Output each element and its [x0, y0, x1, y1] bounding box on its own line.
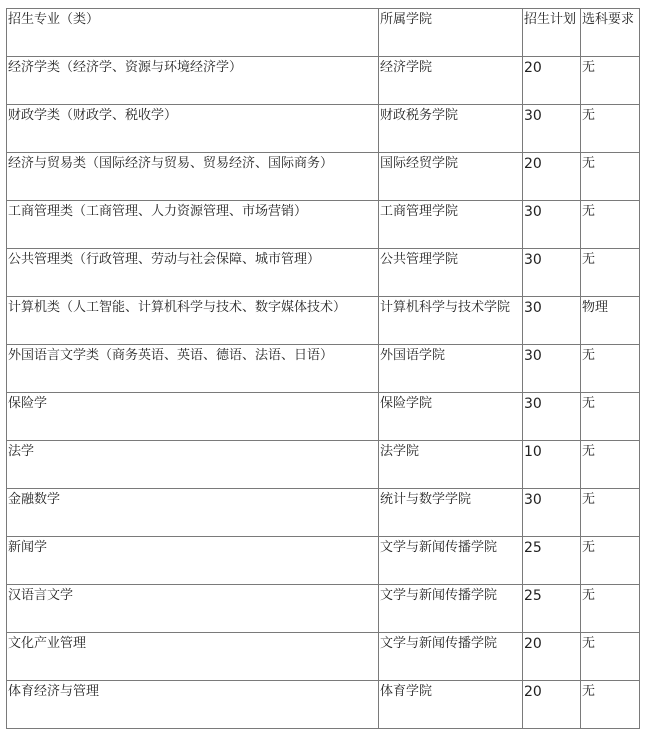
table-row	[7, 345, 640, 393]
cell-college: 外国语学院	[379, 345, 523, 393]
cell-requirement: 无	[581, 201, 640, 249]
cell-plan: 20	[523, 57, 581, 105]
cell-requirement: 无	[581, 105, 640, 153]
cell-college: 国际经贸学院	[379, 153, 523, 201]
cell-plan: 30	[523, 345, 581, 393]
cell-requirement: 物理	[581, 297, 640, 345]
cell-college: 公共管理学院	[379, 249, 523, 297]
table-row	[7, 105, 640, 153]
table-row	[7, 249, 640, 297]
cell-major: 文化产业管理	[7, 633, 379, 681]
cell-plan: 30	[523, 201, 581, 249]
cell-major: 财政学类（财政学、税收学）	[7, 105, 379, 153]
cell-major: 法学	[7, 441, 379, 489]
cell-college: 工商管理学院	[379, 201, 523, 249]
cell-major: 计算机类（人工智能、计算机科学与技术、数字媒体技术）	[7, 297, 379, 345]
table-header-row	[7, 9, 640, 57]
table-row	[7, 201, 640, 249]
cell-plan: 20	[523, 153, 581, 201]
cell-plan: 10	[523, 441, 581, 489]
cell-college: 财政税务学院	[379, 105, 523, 153]
cell-plan: 20	[523, 681, 581, 729]
cell-plan: 25	[523, 585, 581, 633]
cell-major: 经济学类（经济学、资源与环境经济学）	[7, 57, 379, 105]
cell-college: 文学与新闻传播学院	[379, 537, 523, 585]
cell-plan: 25	[523, 537, 581, 585]
cell-major: 金融数学	[7, 489, 379, 537]
cell-requirement: 无	[581, 393, 640, 441]
cell-requirement: 无	[581, 633, 640, 681]
cell-college: 统计与数学学院	[379, 489, 523, 537]
table-row	[7, 297, 640, 345]
cell-college: 计算机科学与技术学院	[379, 297, 523, 345]
admission-plan-table	[6, 8, 640, 729]
cell-plan: 30	[523, 105, 581, 153]
cell-major: 外国语言文学类（商务英语、英语、德语、法语、日语）	[7, 345, 379, 393]
cell-major: 体育经济与管理	[7, 681, 379, 729]
cell-requirement: 无	[581, 441, 640, 489]
header-plan: 招生计划	[523, 9, 581, 57]
cell-requirement: 无	[581, 249, 640, 297]
cell-plan: 30	[523, 489, 581, 537]
cell-college: 保险学院	[379, 393, 523, 441]
table-row	[7, 441, 640, 489]
table-row	[7, 489, 640, 537]
header-requirement: 选科要求	[581, 9, 640, 57]
cell-requirement: 无	[581, 153, 640, 201]
table-row	[7, 633, 640, 681]
table-row	[7, 681, 640, 729]
cell-requirement: 无	[581, 537, 640, 585]
cell-college: 法学院	[379, 441, 523, 489]
cell-major: 公共管理类（行政管理、劳动与社会保障、城市管理）	[7, 249, 379, 297]
cell-plan: 30	[523, 249, 581, 297]
table-row	[7, 153, 640, 201]
cell-major: 经济与贸易类（国际经济与贸易、贸易经济、国际商务）	[7, 153, 379, 201]
cell-major: 汉语言文学	[7, 585, 379, 633]
cell-major: 保险学	[7, 393, 379, 441]
header-college: 所属学院	[379, 9, 523, 57]
cell-requirement: 无	[581, 57, 640, 105]
cell-major: 工商管理类（工商管理、人力资源管理、市场营销）	[7, 201, 379, 249]
table-row	[7, 585, 640, 633]
cell-requirement: 无	[581, 681, 640, 729]
cell-requirement: 无	[581, 345, 640, 393]
cell-plan: 20	[523, 633, 581, 681]
header-major: 招生专业（类）	[7, 9, 379, 57]
cell-plan: 30	[523, 297, 581, 345]
cell-college: 文学与新闻传播学院	[379, 585, 523, 633]
cell-major: 新闻学	[7, 537, 379, 585]
cell-requirement: 无	[581, 585, 640, 633]
cell-plan: 30	[523, 393, 581, 441]
cell-requirement: 无	[581, 489, 640, 537]
cell-college: 体育学院	[379, 681, 523, 729]
table-row	[7, 57, 640, 105]
cell-college: 经济学院	[379, 57, 523, 105]
table-row	[7, 537, 640, 585]
table-row	[7, 393, 640, 441]
cell-college: 文学与新闻传播学院	[379, 633, 523, 681]
